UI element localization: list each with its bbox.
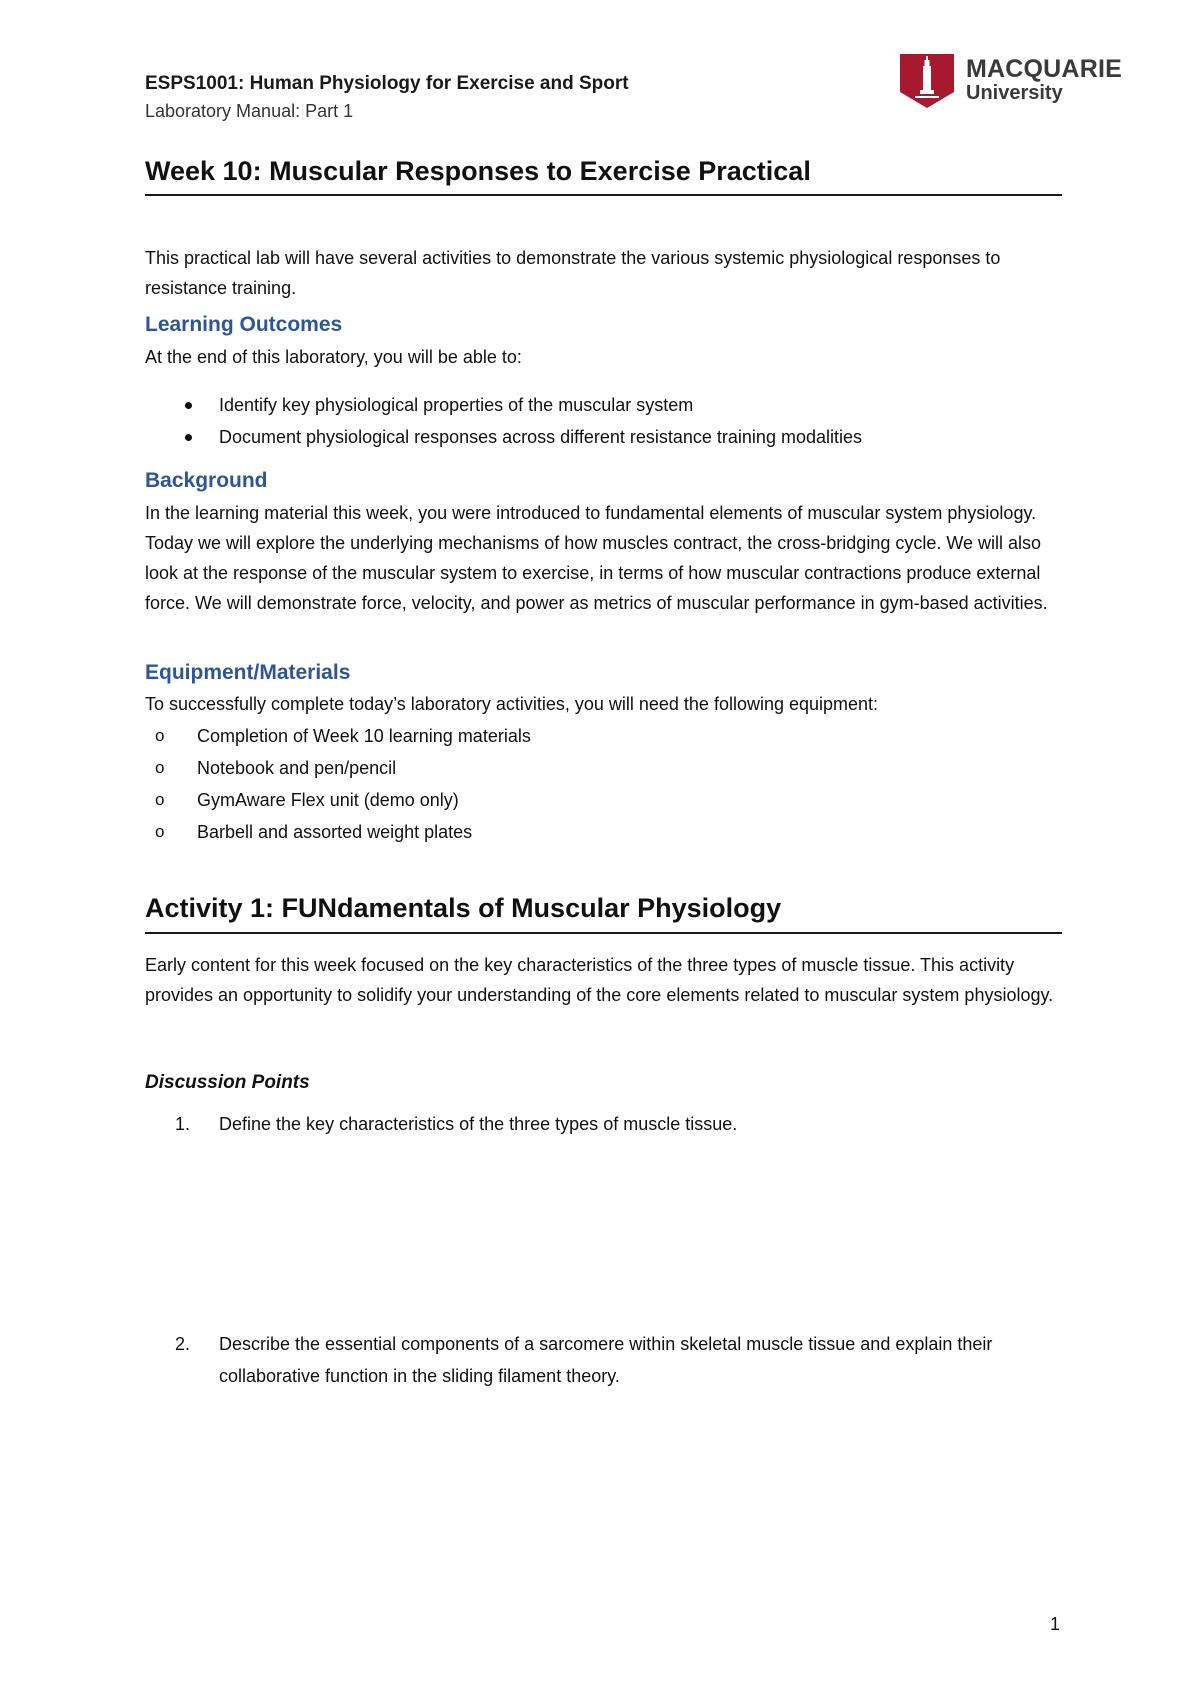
- activity-1-title: Activity 1: FUNdamentals of Muscular Physiology: [145, 893, 782, 923]
- equipment-lead: To successfully complete today’s laboratory activities, you will need the following equipment:: [145, 694, 879, 714]
- macquarie-shield-icon: [898, 52, 956, 110]
- learning-outcomes-lead: At the end of this laboratory, you will be able to:: [145, 347, 522, 367]
- page-number: 1: [1050, 1614, 1061, 1634]
- page-title: Week 10: Muscular Responses to Exercise Practical: [145, 156, 811, 186]
- logo-wordmark-university: University: [966, 82, 1063, 104]
- list-marker: o: [155, 822, 165, 841]
- bullet-icon: [185, 402, 192, 409]
- title-divider: [145, 194, 1062, 196]
- course-header: ESPS1001: Human Physiology for Exercise and Sport: [145, 73, 629, 94]
- activity-1-paragraph: Early content for this week focused on the key characteristics of the three types of muscle tissue. This activity provides an opportunity to solidify your understanding of the core elements related to muscular system physiology.: [145, 955, 1054, 1005]
- list-marker: o: [155, 758, 165, 777]
- equipment-list: [145, 720, 1065, 848]
- question-number: 2.: [175, 1334, 191, 1354]
- list-item: Document physiological responses across different resistance training modalities: [145, 421, 1065, 453]
- logo-wordmark-macquarie: MACQUARIE: [966, 55, 1122, 83]
- learning-outcomes-heading: Learning Outcomes: [145, 313, 343, 336]
- question-number: 1.: [175, 1114, 191, 1134]
- list-item: o Notebook and pen/pencil: [145, 752, 1065, 784]
- list-item: o Barbell and assorted weight plates: [145, 816, 1065, 848]
- manual-subtitle: Laboratory Manual: Part 1: [145, 101, 354, 121]
- background-heading: Background: [145, 469, 268, 492]
- question-text: Describe the essential components of a sarcomere within skeletal muscle tissue and explain their collaborative function in the sliding filament theory.: [219, 1334, 993, 1386]
- learning-outcomes-list: [145, 389, 1065, 453]
- activity-1-divider: [145, 932, 1062, 934]
- list-item: o GymAware Flex unit (demo only): [145, 784, 1065, 816]
- list-item: Identify key physiological properties of the muscular system: [145, 389, 1065, 421]
- list-item: o Completion of Week 10 learning materials: [145, 720, 1065, 752]
- discussion-points-heading: Discussion Points: [145, 1072, 310, 1093]
- intro-paragraph: This practical lab will have several activities to demonstrate the various systemic physiological responses to resistance training.: [145, 248, 1001, 298]
- list-marker: o: [155, 726, 165, 745]
- background-paragraph: In the learning material this week, you were introduced to fundamental elements of muscular system physiology. Today we will explore the underlying mechanisms of how muscles contract, the cross-bridging cycle. We will also look at the response of the muscular system to exercise, in terms of how muscular contractions produce external force. We will demonstrate force, velocity, and power as metrics of muscular performance in gym-based activities.: [145, 503, 1048, 613]
- list-marker: o: [155, 790, 165, 809]
- equipment-heading: Equipment/Materials: [145, 661, 351, 684]
- question-text: Define the key characteristics of the three types of muscle tissue.: [219, 1114, 738, 1134]
- university-logo: [898, 52, 1122, 112]
- bullet-icon: [185, 434, 192, 441]
